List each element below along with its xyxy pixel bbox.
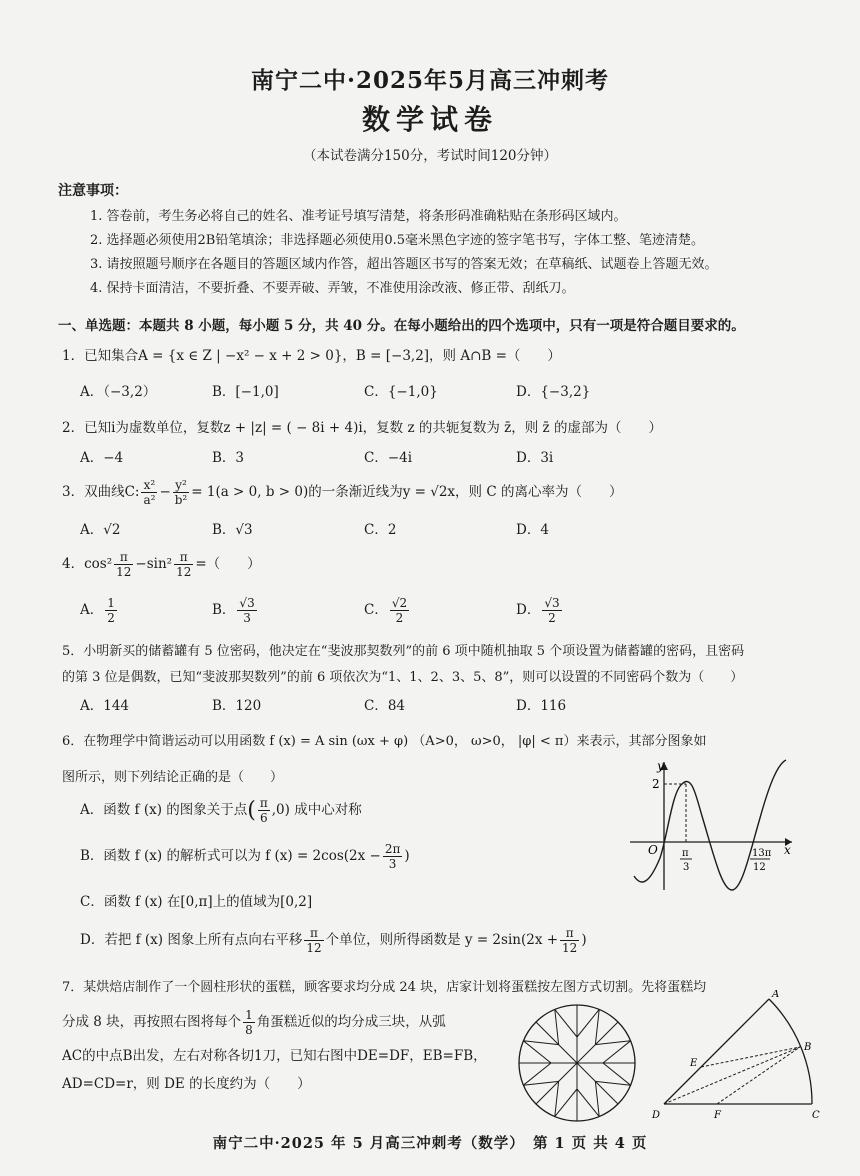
cake-sub-cut [577, 1009, 599, 1037]
q3-fraction-x: $\frac{\text{x²}}{\text{a²}}$ [143, 478, 156, 507]
q1-option-a: A．（−3,2） [80, 384, 157, 400]
cake-sub-cut [555, 1089, 577, 1117]
q6-option-b: B．函数 f (x) 的解析式可以为 f (x) = 2cos(2x − $\frac{2\pi}{3}$ ) [80, 842, 410, 871]
q4-sin-term: −sin² [135, 556, 173, 572]
question-3-stem [62, 478, 622, 507]
q4-option-b: B． $\frac{√3}{3}$ [212, 596, 255, 625]
q4-option-c: C． $\frac{√2}{2}$ [364, 596, 408, 625]
cake-sub-cut [603, 1041, 631, 1063]
label-d: D [652, 1110, 661, 1121]
cake-sub-cut [523, 1041, 558, 1045]
q7-cake-diagram [514, 1000, 640, 1126]
question-2-stem: 2．已知i为虚数单位，复数z + |z| = ( − 8i + 4)i，复数 z 的共轭复数为 z̄，则 z̄ 的虚部为（ ） [62, 420, 662, 436]
cake-cut-lines [519, 1005, 635, 1121]
label-c: C [812, 1110, 820, 1121]
q3-fraction-y: $\frac{\text{y²}}{\text{b²}}$ [174, 478, 188, 507]
x-axis-label: x [784, 843, 791, 857]
q3-stem-suffix: = 1(a > 0, b > 0)的一条渐近线为y = √2x，则 C 的离心率为（ ） [191, 484, 623, 500]
q5-option-a: A．144 [80, 698, 130, 714]
exam-subject-title: 数学试卷 [361, 103, 498, 136]
q5-option-d: D．116 [516, 698, 567, 714]
q6-option-d: D．若把 f (x) 图象上所有点向右平移 $\frac{\pi}{12}$ 个单位，则所得函数是 y = 2sin(2x + $\frac{\pi}{12}$ ) [80, 926, 587, 955]
q1-option-b: B．[−1,0] [212, 384, 279, 400]
section-heading: 一、单选题：本题共 8 小题，每小题 5 分，共 40 分。在每小题给出的四个选项中，只有一项是符合题目要求的。 [58, 318, 745, 334]
question-4-stem [62, 550, 261, 579]
question-5-line-1: 5．小明新买的储蓄罐有 5 位密码，他决定在“斐波那契数列”的前 6 项中随机抽取 5 个项设置为储蓄罐的密码，且密码 [62, 644, 745, 659]
cake-sub-cut [523, 1063, 551, 1085]
q2-option-b: B．3 [212, 450, 245, 466]
question-7-line-3: AC的中点B出发，左右对称各切1刀，已知右图中DE=DF，EB=FB， [62, 1048, 487, 1064]
cake-sub-cut [577, 1089, 599, 1117]
q2-option-a: A．−4 [80, 450, 124, 466]
note-item: 4. 保持卡面清洁，不要折叠、不要弄破、弄皱，不准使用涂改液、修正带、刮纸刀。 [90, 281, 575, 296]
cake-sub-cut [555, 1081, 559, 1116]
q4-stem-suffix: =（ ） [195, 556, 261, 572]
tick-13pi12-den: 12 [753, 862, 766, 873]
q3-option-b: B．√3 [212, 522, 253, 538]
cake-sub-cut [595, 1009, 599, 1044]
q4-fraction: $\frac{\pi}{12}$ [116, 550, 132, 579]
tick-pi3-den: 3 [683, 862, 690, 873]
label-f: F [714, 1110, 721, 1121]
question-1-stem: 1．已知集合A = {x ∈ Z | −x² − x + 2 > 0}，B = [−3,2]，则 A∩B =（ ） [62, 348, 561, 364]
max-value-label: 2 [652, 777, 660, 791]
cake-sub-cut [595, 1041, 630, 1045]
label-a: A [772, 990, 780, 1000]
q3-option-c: C．2 [364, 522, 397, 538]
q1-option-d: D．{−3,2} [516, 384, 591, 400]
q6-option-c: C．函数 f (x) 在[0,π]上的值域为[0,2] [80, 894, 313, 910]
note-item: 2. 选择题必须使用2B铅笔填涂；非选择题必须使用0.5毫米黑色字迹的签字笔书写，字体工整、笔迹清楚。 [90, 233, 705, 248]
y-axis-label: y [657, 759, 664, 773]
q3-option-a: A．√2 [80, 522, 121, 538]
q2-option-c: C．−4i [364, 450, 413, 466]
q3-minus: − [159, 484, 171, 500]
question-7-line-4: AD=CD=r，则 DE 的长度约为（ ） [62, 1076, 311, 1092]
cake-sub-cut [603, 1063, 631, 1085]
q5-option-b: B．120 [212, 698, 262, 714]
origin-label: O [648, 843, 658, 857]
tick-13pi12-num: 13π [752, 848, 772, 859]
q2-option-d: D．3i [516, 450, 554, 466]
label-e: E [690, 1058, 698, 1069]
q3-option-d: D．4 [516, 522, 549, 538]
notes-title: 注意事项： [58, 183, 128, 199]
q6-option-a: A．函数 f (x) 的图象关于点( $\frac{\pi}{6}$ ,0) 成中心对称 [80, 796, 362, 825]
cake-sub-cut [523, 1041, 551, 1063]
page-footer: 南宁二中·2025 年 5 月高三冲刺考（数学） 第 1 页 共 4 页 [212, 1135, 648, 1152]
note-item: 3. 请按照题号顺序在各题目的答题区域内作答，超出答题区书写的答案无效；在草稿纸、试题卷上答题无效。 [90, 257, 718, 272]
cake-sub-cut [555, 1009, 577, 1037]
q3-stem-prefix: 3．双曲线C: [62, 484, 140, 500]
cake-sub-cut [523, 1081, 558, 1085]
q7-sector-diagram [644, 990, 830, 1124]
q5-option-c: C．84 [364, 698, 406, 714]
cake-sub-cut [555, 1009, 559, 1044]
q4-option-d: D． $\frac{√3}{2}$ [516, 596, 560, 625]
cake-sub-cut [595, 1081, 599, 1116]
cake-sub-cut [595, 1081, 630, 1085]
question-6-line-1: 6．在物理学中简谐运动可以用函数 f (x) = A sin (ωx + φ) （A>0， ω>0， |φ| < π）来表示，其部分图象如 [62, 734, 707, 749]
q1-option-c: C．{−1,0} [364, 384, 438, 400]
bisector-db [664, 1047, 800, 1104]
cut-line-fb [717, 1047, 800, 1104]
exam-time-note: （本试卷满分150分，考试时间120分钟） [302, 148, 558, 164]
sector-radius-da [664, 999, 769, 1104]
exam-header-title: 南宁二中·2025年5月高三冲刺考 [250, 67, 610, 94]
note-item: 1. 答卷前，考生务必将自己的姓名、准考证号填写清楚，将条形码准确粘贴在条形码区域内。 [90, 209, 627, 224]
q4-fraction: $\frac{\pi}{12}$ [176, 550, 192, 579]
question-5-line-2: 的第 3 位是偶数，已知“斐波那契数列”的前 6 项依次为“1、1、2、3、5、8”，则可以设置的不同密码个数为（ ） [62, 670, 744, 685]
tick-pi3-num: π [682, 848, 689, 859]
question-6-line-2: 图所示，则下列结论正确的是（ ） [62, 770, 284, 785]
q4-option-a: A． $\frac{1}{2}$ [80, 596, 115, 625]
q6-sine-graph [620, 756, 800, 896]
question-7-line-1: 7．某烘焙店制作了一个圆柱形状的蛋糕，顾客要求均分成 24 块，店家计划将蛋糕按左图方式切割。先将蛋糕均 [62, 980, 707, 995]
question-7-line-2: 分成 8 块，再按照右图将每个 $\frac{1}{8}$ 角蛋糕近似的均分成三块，从弧 [62, 1008, 446, 1037]
label-b: B [804, 1042, 812, 1053]
q4-cos-term: 4．cos² [62, 556, 113, 572]
